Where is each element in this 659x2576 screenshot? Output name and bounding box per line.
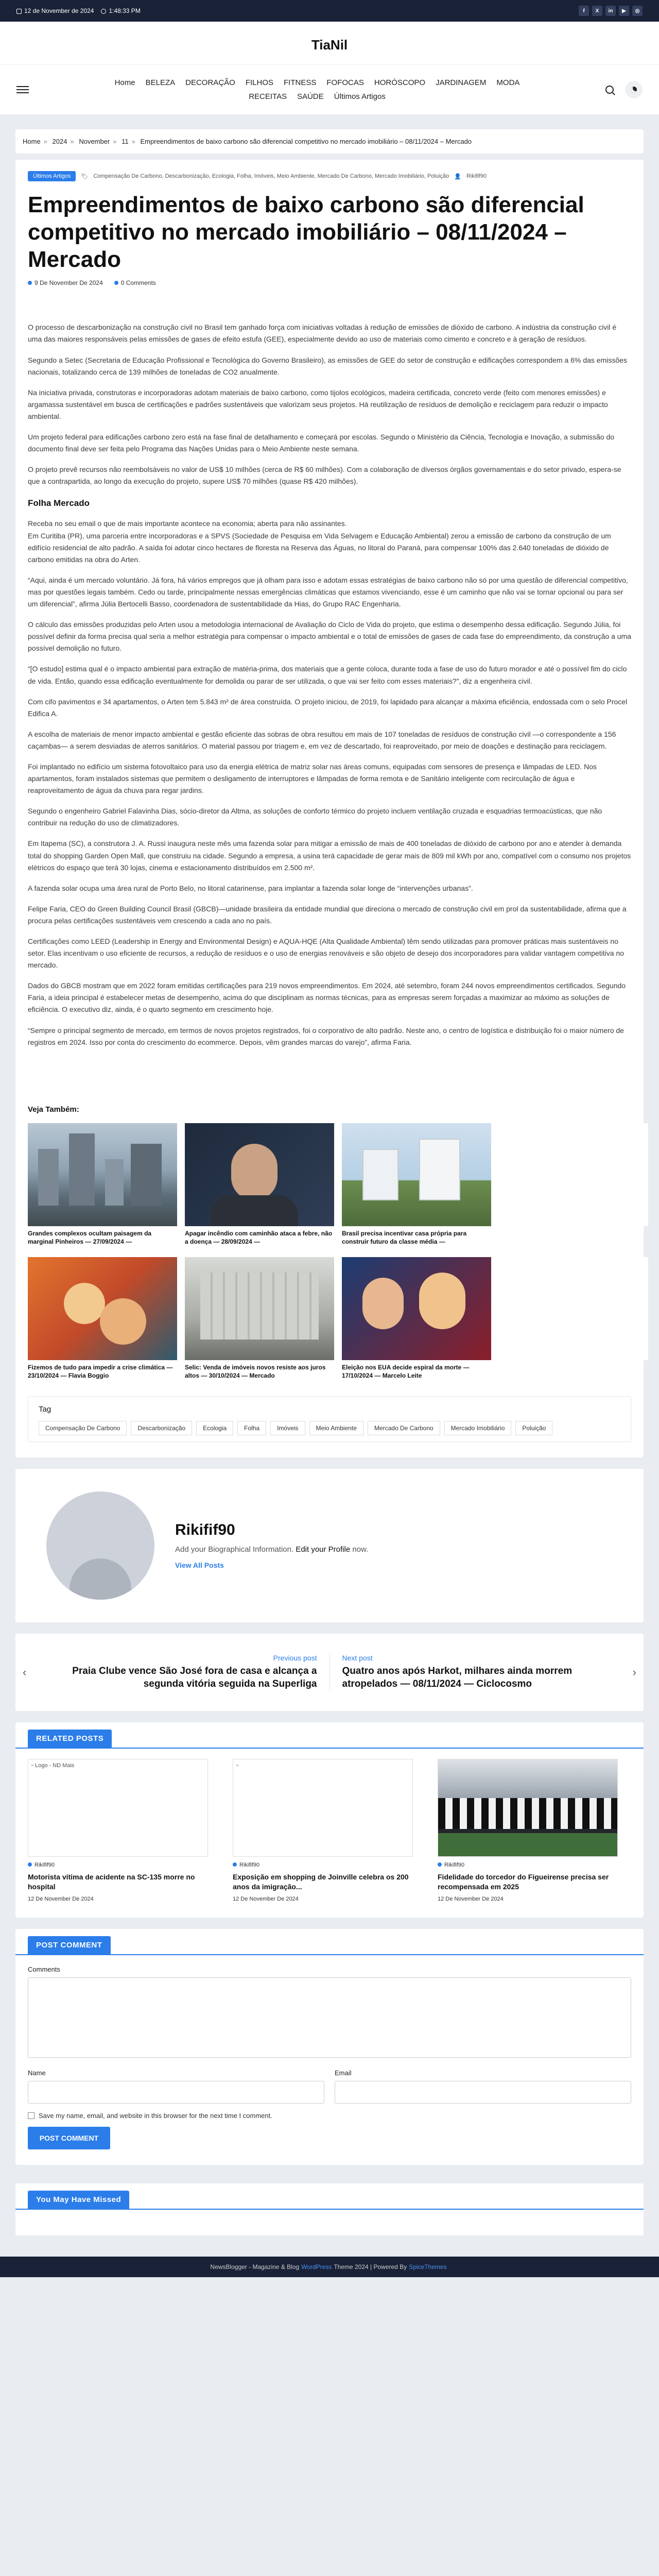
x-icon[interactable]: X [592,6,602,16]
tag-chip[interactable]: Meio Ambiente [309,1421,363,1435]
paragraph: Felipe Faria, CEO do Green Building Council Brasil (GBCB)—unidade brasileira da entidade mundial que direciona o mercado de construção civil em prol da sustentabilidade, afirma que a procura pelas certificações sustentáveis vem crescendo a cada ano no país. [28,904,627,925]
tags-list [39,1421,620,1435]
breadcrumb: Home » 2024 » November » 11 » Empreendimentos de baixo carbono são diferencial competitivo no mercado imobiliário – 08/11/2024 – Mercado [15,129,644,154]
tag-chip[interactable]: Poluição [515,1421,552,1435]
site-title[interactable]: TiaNil [0,22,659,64]
search-icon[interactable] [605,86,614,94]
see-also-image[interactable] [185,1257,334,1360]
paragraph: “Sempre o principal segmento de mercado, em termos de novos projetos registrados, foi o corporativo de alto padrão. Neste ano, o centro de logística e distribuição foi o maior número de registros em 2024. Isso por conta do crescimento do ecommerce. Depois, vêm grandes marcas do varejo”, afirma Faria. [28,1026,624,1046]
tags-heading: Tag [39,1404,51,1414]
calendar-icon [16,9,22,14]
author-bio: Add your Biographical Information. Edit your Profile now. [175,1545,369,1554]
main-navigation [0,64,659,115]
related-post-date[interactable]: 12 De November De 2024 [28,1895,94,1902]
post-comment-button[interactable]: POST COMMENT [28,2127,110,2149]
article-comments[interactable]: 0 Comments [114,279,156,286]
nav-item-fofocas[interactable]: FOFOCAS [326,78,364,87]
paragraph: Foi implantado no edifício um sistema fotovoltaico para uso da energia elétrica de matriz solar nas áreas comuns, equipadas com sensores de presença e lâmpadas de LED. Nos apartamentos, foram instalados sistemas que permitem o desligamento de interruptores e lâmpadas de forma remota e de Sanitário inteligente com recirculação de água e reaproveitamento de água da chuva para regar jardins. [28,762,597,795]
hamburger-menu-icon[interactable] [16,86,29,93]
paragraph: A fazenda solar ocupa uma área rural de Porto Belo, no litoral catarinense, para implantar a fazenda solar longe de “intervenções urbanas”. [28,884,473,892]
related-posts [15,1722,644,1918]
missed-heading: You May Have Missed [28,2191,129,2209]
see-also-image[interactable] [28,1123,177,1226]
dark-mode-toggle[interactable] [625,81,643,98]
related-post-title[interactable]: Fidelidade do torcedor do Figueirense precisa ser recompensada em 2025 [438,1872,609,1891]
nav-item-sa-de[interactable]: SAÚDE [297,92,324,101]
paragraph: Um projeto federal para edificações carbono zero está na fase final de detalhamento e começará por escolas. Segundo o Ministério da Ciência, Tecnologia e Inovação, a submissão do documento final deve ser feita pelo Programa das Nações Unidas para o Meio Ambiente neste semana. [28,433,615,453]
comment-textarea[interactable] [28,1977,631,2058]
nav-item-filhos[interactable]: FILHOS [245,78,274,87]
tag-chip[interactable]: Descarbonização [131,1421,192,1435]
see-also-image[interactable] [342,1123,491,1226]
tag-chip[interactable]: Ecologia [196,1421,233,1435]
email-label: Email [335,2069,352,2077]
related-post-title[interactable]: Exposição em shopping de Joinville celebra os 200 anos da imigração... [233,1872,409,1891]
email-field[interactable] [335,2081,631,2104]
see-also-image[interactable] [185,1123,334,1226]
related-post-author[interactable]: Rikifif90 [239,1861,260,1868]
related-posts-heading: RELATED POSTS [28,1730,112,1748]
nav-item-hor-scopo[interactable]: HORÓSCOPO [374,78,426,87]
spicethemes-link[interactable]: SpiceThemes [409,2263,447,2270]
breadcrumb-month[interactable]: November [79,138,110,145]
previous-post-link[interactable]: ‹ Previous post Praia Clube vence São José fora de casa e alcança a segunda vitória seguida na Superliga [23,1654,330,1690]
related-post-title[interactable]: Motorista vítima de acidente na SC-135 morre no hospital [28,1872,195,1891]
tag-chip[interactable]: Compensação De Carbono [39,1421,127,1435]
paragraph: O projeto prevê recursos não reembolsáveis no valor de US$ 10 milhões (cerca de R$ 60 milhões). Com a colaboração de diversos órgãos governamentais e do setor privado, espera-se que a contrapartida, ao longo da execução do projeto, supere US$ 70 milhões (quase R$ 420 milhões). [28,465,621,486]
name-label: Name [28,2069,46,2077]
paragraph: O cálculo das emissões produzidas pelo Arten usou a metodologia internacional de Avaliação do Ciclo de Vida do projeto, que estima o desempenho dessa edificação. Segundo Júlia, foi possível definir da forma precisa qual seria a melhor estratégia para compensar o impacto ambiental e o total de emissões de gases de cada fase do empreendimento, da construção a uma possível demolição no futuro. [28,620,631,653]
related-post-author[interactable]: Rikifif90 [34,1861,55,1868]
article-body [15,321,644,1048]
tag-icon: 🏷 [81,173,89,180]
related-post-card[interactable] [233,1759,413,1902]
time-display: 1:48:33 PM [101,7,140,14]
see-also-item[interactable]: Selic: Venda de imóveis novos resiste aos juros altos — 30/10/2024 — Mercado [185,1257,334,1382]
instagram-icon[interactable]: ◎ [632,6,643,16]
nav-item-fitness[interactable]: FITNESS [284,78,317,87]
related-post-card[interactable] [438,1759,618,1902]
view-all-posts-link[interactable]: View All Posts [175,1561,224,1570]
avatar[interactable] [46,1492,154,1600]
you-may-have-missed [15,2183,644,2235]
nav-item-home[interactable]: Home [114,78,135,87]
top-bar [0,0,659,22]
paragraph: Na iniciativa privada, construtoras e incorporadoras adotam materiais de baixo carbono, como tijolos ecológicos, madeira certificada, concreto verde (feito com menores emissões) e argamassa sustentável em busca de certificações e padrões sustentáveis que valorizam seus projetos. Há reutilização de resíduos de demolição e reciclagem para reduzir o impacto ambiental. [28,388,608,420]
breadcrumb-home[interactable]: Home [23,138,41,145]
linkedin-icon[interactable]: in [605,6,616,16]
see-also-image[interactable] [28,1257,177,1360]
see-also-item[interactable]: Fizemos de tudo para impedir a crise climática — 23/10/2024 — Flavia Boggio [28,1257,177,1382]
arrow-left-icon: ‹ [23,1665,27,1679]
youtube-icon[interactable]: ▶ [619,6,629,16]
newsletter-heading: Folha Mercado [28,498,90,509]
paragraph: Receba no seu email o que de mais importante acontece na economia; aberta para não assinantes. [28,519,347,528]
nav-item-beleza[interactable]: BELEZA [145,78,176,87]
article-tags-inline[interactable]: Compensação De Carbono, Descarbonização, Ecologia, Folha, Imóveis, Meio Ambiente, Mercado De Carbono, Mercado Imobiliário, Poluição [93,173,449,179]
see-also-item-empty [499,1257,648,1382]
author-name[interactable]: Rikifif90 [175,1521,235,1539]
related-post-date[interactable]: 12 De November De 2024 [438,1895,504,1902]
broken-image-icon: ▫ Logo - ND Mais [31,1762,75,1769]
category-button[interactable]: Últimos Artigos [28,171,76,181]
comment-label: Comments [28,1965,60,1973]
tag-chip[interactable]: Mercado Imobiliário [444,1421,512,1435]
paragraph: “Aqui, ainda é um mercado voluntário. Já fora, há vários empregos que já olham para isso e adotam essas estratégias de baixo carbono não só por uma questão de diferencial competitivo, mas por questões legais também. Cedo ou tarde, principalmente nessas emergências climáticas que estamos vivenciando, esse é um caminho que não vai se tornar opcional ou para ser um diferencial”, afirma Júlia Bertocelli Basso, coordenadora de sustentabilidade da Hias, do Grupo RAC Engenharia. [28,575,628,608]
see-also-heading: Veja Também: [28,1105,79,1114]
breadcrumb-current: Empreendimentos de baixo carbono são diferencial competitivo no mercado imobiliário – 08/11/2024 – Mercado [140,138,472,145]
see-also-item[interactable]: Eleição nos EUA decide espiral da morte — 17/10/2024 — Marcelo Leite [342,1257,491,1382]
nav-item-decora-o[interactable]: DECORAÇÃO [185,78,235,87]
see-also-item[interactable]: Grandes complexos ocultam paisagem da marginal Pinheiros — 27/09/2024 — [28,1123,177,1248]
name-field[interactable] [28,2081,324,2104]
tags-box [28,1396,631,1442]
tag-chip[interactable]: Mercado De Carbono [368,1421,440,1435]
breadcrumb-day[interactable]: 11 [122,138,129,145]
next-post-link[interactable]: Next post Quatro anos após Harkot, milhares ainda morrem atropelados — 08/11/2024 — Ciclocosmo › [342,1654,636,1689]
arrow-right-icon: › [632,1665,636,1679]
paragraph: Segundo o engenheiro Gabriel Falavinha Dias, sócio-diretor da Altma, as soluções de conforto térmico do projeto incluem ventilação cruzada e esquadrias termoacústicas, que não contribuir na redução do uso de climatizadores. [28,807,602,827]
paragraph: “[O estudo] estima qual é o impacto ambiental para extração de matéria-prima, dos materiais que a gente coloca, durante toda a fase de uso do futuro morador e até o possível fim do ciclo de vida. Então, quando essa edificação eventualmente for demolida ou parar de ser utilizada, o que vai ser feito com esses materiais?”, diz a engenheira civil. [28,665,627,685]
author-box [15,1469,644,1622]
facebook-icon[interactable]: f [579,6,589,16]
paragraph: Em Itapema (SC), a construtora J. A. Russi inaugura neste mês uma fazenda solar para mitigar a emissão de mais de 400 toneladas de dióxido de carbono por ano e atender à demanda total do shopping Garden Open Mall, que construiu na cidade. Segundo a empresa, a usina terá capacidade de gerar mais de 809 mil kWh por ano, compatível com o consumo nos projetos elétricos do espaço que terá 30 lojas, cinema e estacionamento distribuídos em 2.500 m². [28,839,631,872]
related-post-image[interactable] [438,1759,618,1857]
nav-item-moda[interactable]: MODA [496,78,520,87]
related-post-card[interactable] [28,1759,208,1902]
nav-menu [29,78,605,101]
footer: NewsBlogger - Magazine & Blog WordPress Theme 2024 | Powered By SpiceThemes [0,2257,659,2277]
paragraph: Em Curitiba (PR), uma parceria entre incorporadoras e a SPVS (Sociedade de Pesquisa em Vida Selvagem e Educação Ambiental) zerou a emissão de carbono da construção de um edifício residencial de alto padrão. A saída foi adotar cinco hectares de floresta na Reserva das Águas, no litoral do Paraná, para compensar 100% das 2.640 toneladas de dióxido de carbono emitidas na obra do Arten. [28,531,611,564]
see-also-item[interactable]: Apagar incêndio com caminhão ataca a febre, não a doença — 28/09/2024 — [185,1123,334,1248]
see-also-grid [15,1123,644,1382]
date-display: 12 de November de 2024 [16,7,94,14]
tag-chip[interactable]: Imóveis [270,1421,305,1435]
related-post-image[interactable] [233,1759,413,1857]
edit-profile-link[interactable]: Edit your Profile [296,1545,351,1554]
featured-image-area [15,286,644,321]
comment-form-heading: POST COMMENT [28,1936,111,1954]
nav-item-jardinagem[interactable]: JARDINAGEM [436,78,487,87]
article-card [15,160,644,1458]
post-navigation [15,1634,644,1711]
moon-icon [631,87,637,93]
save-info-label: Save my name, email, and website in this browser for the next time I comment. [39,2111,272,2120]
paragraph: Certificações como LEED (Leadership in Energy and Environmental Design) e AQUA-HQE (Alta Qualidade Ambiental) têm sendo utilizadas para promover práticas mais sustentáveis no setor. Elas incentivam o uso eficiente de recursos, a redução de resíduos e o uso de energias renováveis e são objeto de desejo dos incorporadores para validar vantagem competitiva no mercado. [28,937,625,970]
broken-image-icon: ▫ [236,1762,238,1769]
wordpress-link[interactable]: WordPress [301,2263,332,2270]
paragraph: O processo de descarbonização na construção civil no Brasil tem ganhado força com iniciativas voltadas à redução de emissões de dióxido de carbono. A indústria da construção civil é uma das maiores responsáveis pelas emissões de gases de efeito estufa (GEE), especialmente devido ao uso de materiais como cimento e concreto e à geração de resíduos. [28,323,617,344]
article-date[interactable]: 9 De November De 2024 [28,279,103,286]
save-info-checkbox[interactable] [28,2112,34,2119]
nav-item-receitas[interactable]: RECEITAS [249,92,287,101]
paragraph: Segundo a Setec (Secretaria de Educação Profissional e Tecnológica do Governo Brasileiro), as emissões de GEE do setor de construção e edificações correspondem a 6% das emissões nacionais, totalizando cerca de 139 milhões de toneladas de CO2 anualmente. [28,355,627,376]
related-post-date[interactable]: 12 De November De 2024 [233,1895,299,1902]
author-icon: 👤 [454,173,461,180]
clock-icon [101,9,106,14]
related-post-author[interactable]: Rikifif90 [444,1861,465,1868]
see-also-item-empty [499,1123,648,1248]
tag-chip[interactable]: Folha [237,1421,266,1435]
paragraph: Com cifo pavimentos e 34 apartamentos, o Arten tem 5.843 m² de área construída. O projeto iniciou, de 2019, foi lapidado para alcançar a máxima eficiência, endossada com o selo Procel Edifica A. [28,697,628,718]
see-also-image[interactable] [342,1257,491,1360]
nav-item--ltimos-artigos[interactable]: Últimos Artigos [334,92,386,101]
paragraph: Dados do GBCB mostram que em 2022 foram emitidas certificações para 219 novos empreendimentos. Em 2024, até setembro, foram 244 novos empreendimentos certificados. Segundo Faria, a ideia principal é estabelecer metas de desempenho, acima do que disciplinam as normas técnicas, para as empresas serem forçadas a maximizar ao máximo as soluções de eficiência. O executivo diz, ainda, é o quarto segmento em crescimento hoje. [28,981,626,1014]
comment-form [15,1929,644,2165]
article-author[interactable]: Rikifif90 [466,173,487,179]
see-also-item[interactable]: Brasil precisa incentivar casa própria para construir futuro da classe média — [342,1123,491,1248]
related-post-image[interactable] [28,1759,208,1857]
article-title: Empreendimentos de baixo carbono são diferencial competitivo no mercado imobiliário – 08/11/2024 – Mercado [28,192,584,272]
social-links [579,6,643,16]
breadcrumb-year[interactable]: 2024 [52,138,67,145]
paragraph: A escolha de materiais de menor impacto ambiental e gestão eficiente das sobras de obra resultou em mais de 107 toneladas de resíduos de construção civil —o correspondente a 156 caçambas— a serem desviadas de aterros sanitários. O material passou por triagem e, em vez de descartado, foi reaproveitado, por meio de doações e destinação para reciclagem. [28,730,616,750]
